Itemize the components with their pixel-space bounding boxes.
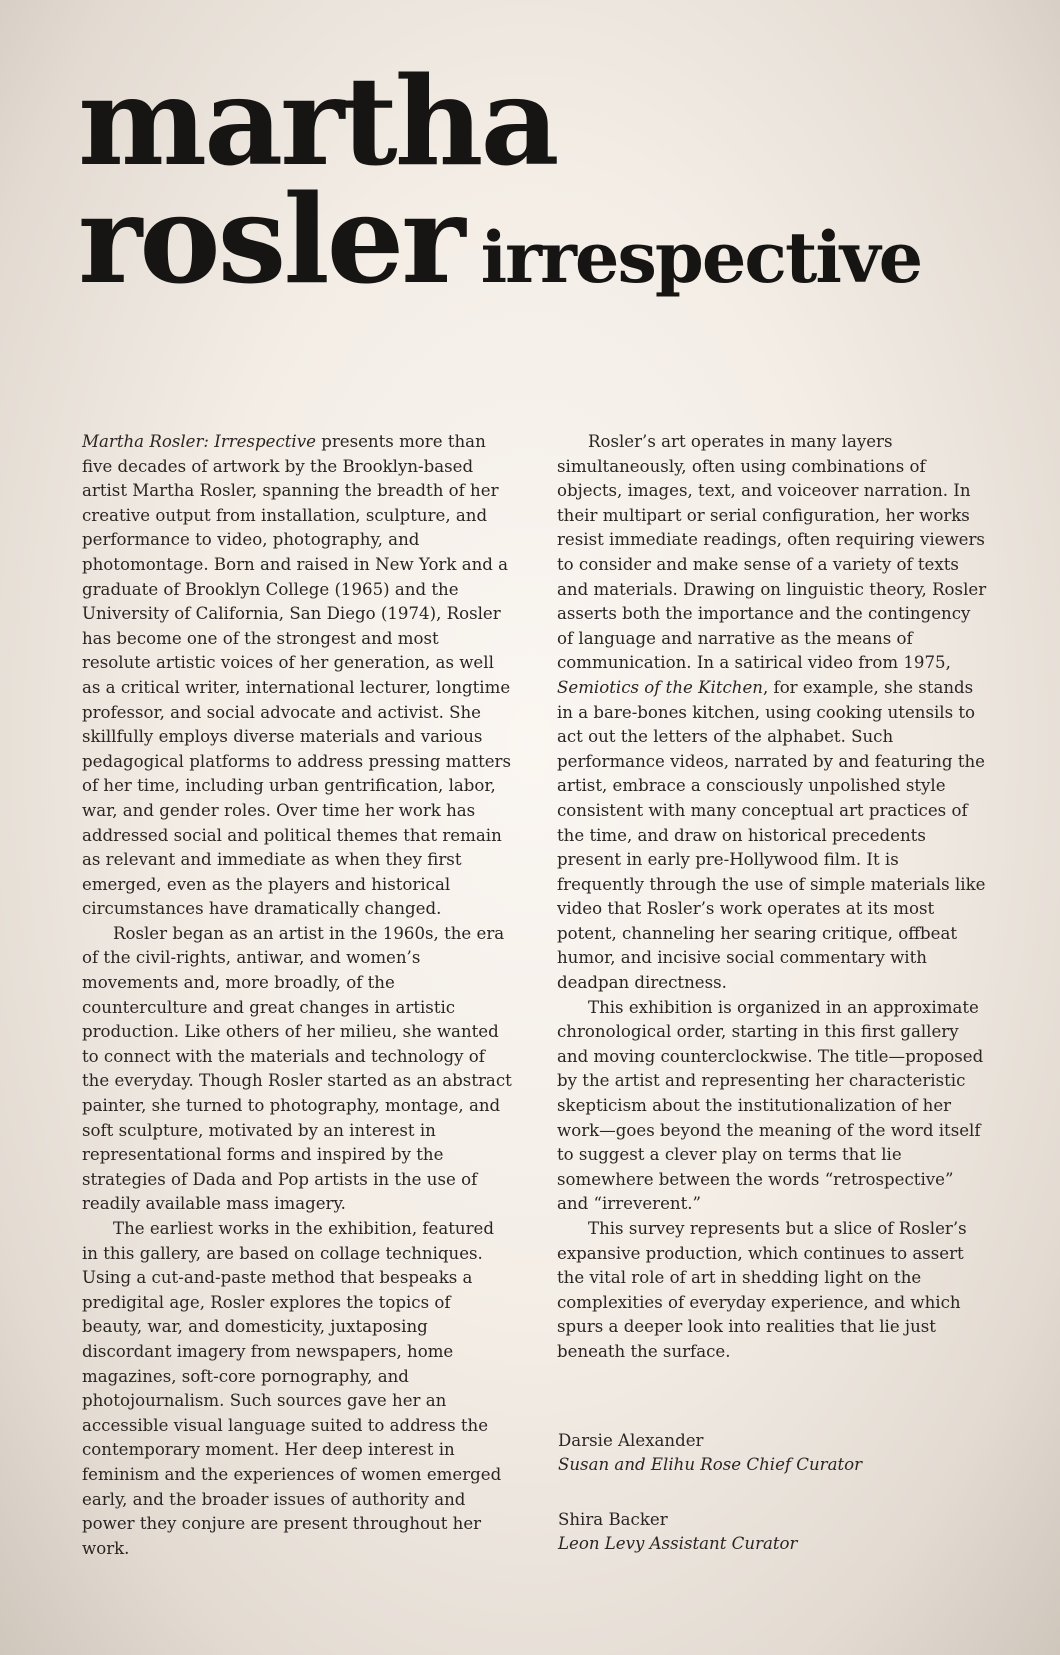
exhibition-name-italic: Martha Rosler: Irrespective <box>82 432 316 451</box>
paragraph-organization: This exhibition is organized in an approximate chronological order, starting in this first gallery and moving counterclockwise. The title—proposed by the artist and representing her characteristic skepticism about the institutionalization of her work—goes beyond the meaning of the word itself to suggest a clever play on terms that lie somewhere between the words “retrospective” and “irreverent.” <box>557 997 984 1214</box>
paragraph-layers <box>557 430 987 996</box>
paragraph-layers-text-a: Rosler’s art operates in many layers simultaneously, often using combinations of objects, images, text, and voiceover narration. In their multipart or serial configuration, her works resist immediate readings, often requiring viewers to consider and make sense of a variety of texts and materials. Drawing on linguistic theory, Rosler asserts both the importance and the contingency of language and narrative as the means of communication. In a satirical video from 1975, <box>557 432 987 673</box>
title-subtitle: irrespective <box>480 216 922 299</box>
paragraph-layers-text-b: , for example, she stands in a bare-bones kitchen, using cooking utensils to act out the letters of the alphabet. Such performance videos, narrated by and featuring the artist, embrace a consciously unpolished style consistent with many conceptual art practices of the time, and draw on historical precedents present in early pre-Hollywood film. It is frequently through the use of simple materials like video that Rosler’s work operates at its most potent, channeling her searing critique, offbeat humor, and incisive social commentary with deadpan directness. <box>557 677 986 993</box>
curator-credit <box>558 1508 797 1556</box>
intro-paragraph-text: presents more than five decades of artwork by the Brooklyn-based artist Martha Rosler, spanning the breadth of her creative output from installation, sculpture, and performance to video, photography, and photomontage. Born and raised in New York and a graduate of Brooklyn College (1965) and the University of California, San Diego (1974), Rosler has become one of the strongest and most resolute artistic voices of her generation, as well as a critical writer, international lecturer, longtime professor, and social advocate and activist. She skillfully employs diverse materials and various pedagogical platforms to address pressing matters of her time, including urban gentrification, labor, war, and gender roles. Over time her work has addressed social and political themes that remain as relevant and immediate as when they first emerged, even as the players and historical circumstances have dramatically changed. <box>82 432 512 919</box>
video-title-italic: Semiotics of the Kitchen <box>557 677 763 697</box>
title-line-rosler <box>78 167 922 317</box>
curator-role: Susan and Elihu Rose Chief Curator <box>558 1455 863 1474</box>
curator-role: Leon Levy Assistant Curator <box>558 1534 798 1553</box>
curator-credit <box>558 1429 862 1477</box>
title-rosler: rosler <box>78 167 463 311</box>
curator-name: Darsie Alexander <box>558 1431 704 1450</box>
right-column-text <box>557 430 987 1365</box>
paragraph-earliest-works: The earliest works in the exhibition, featured in this gallery, are based on collage techniques. Using a cut-and-paste method that bespeaks a predigital age, Rosler explores the topics of beauty, war, and domesticity, juxtaposing discordant imagery from newspapers, home magazines, soft-core pornography, and photojournalism. Such sources gave her an accessible visual language suited to address the contemporary moment. Her deep interest in feminism and the experiences of women emerged early, and the broader issues of authority and power they conjure are present throughout her work. <box>82 1219 502 1558</box>
exhibition-title <box>78 49 922 317</box>
curator-name: Shira Backer <box>558 1510 668 1529</box>
paragraph-survey: This survey represents but a slice of Rosler’s expansive production, which continues to assert the vital role of art in shedding light on the complexities of everyday experience, and which spurs a deeper look into realities that lie just beneath the surface. <box>557 1219 967 1361</box>
left-column-text <box>82 430 512 1561</box>
paragraph-1960s: Rosler began as an artist in the 1960s, the era of the civil-rights, antiwar, and women’s movements and, more broadly, of the counterculture and great changes in artistic production. Like others of her milieu, she wanted to connect with the materials and technology of the everyday. Though Rosler started as an abstract painter, she turned to photography, montage, and soft sculpture, motivated by an interest in representational forms and inspired by the strategies of Dada and Pop artists in the use of readily available mass imagery. <box>82 923 512 1214</box>
intro-paragraph <box>82 430 512 922</box>
title-line-martha: martha <box>78 49 557 193</box>
